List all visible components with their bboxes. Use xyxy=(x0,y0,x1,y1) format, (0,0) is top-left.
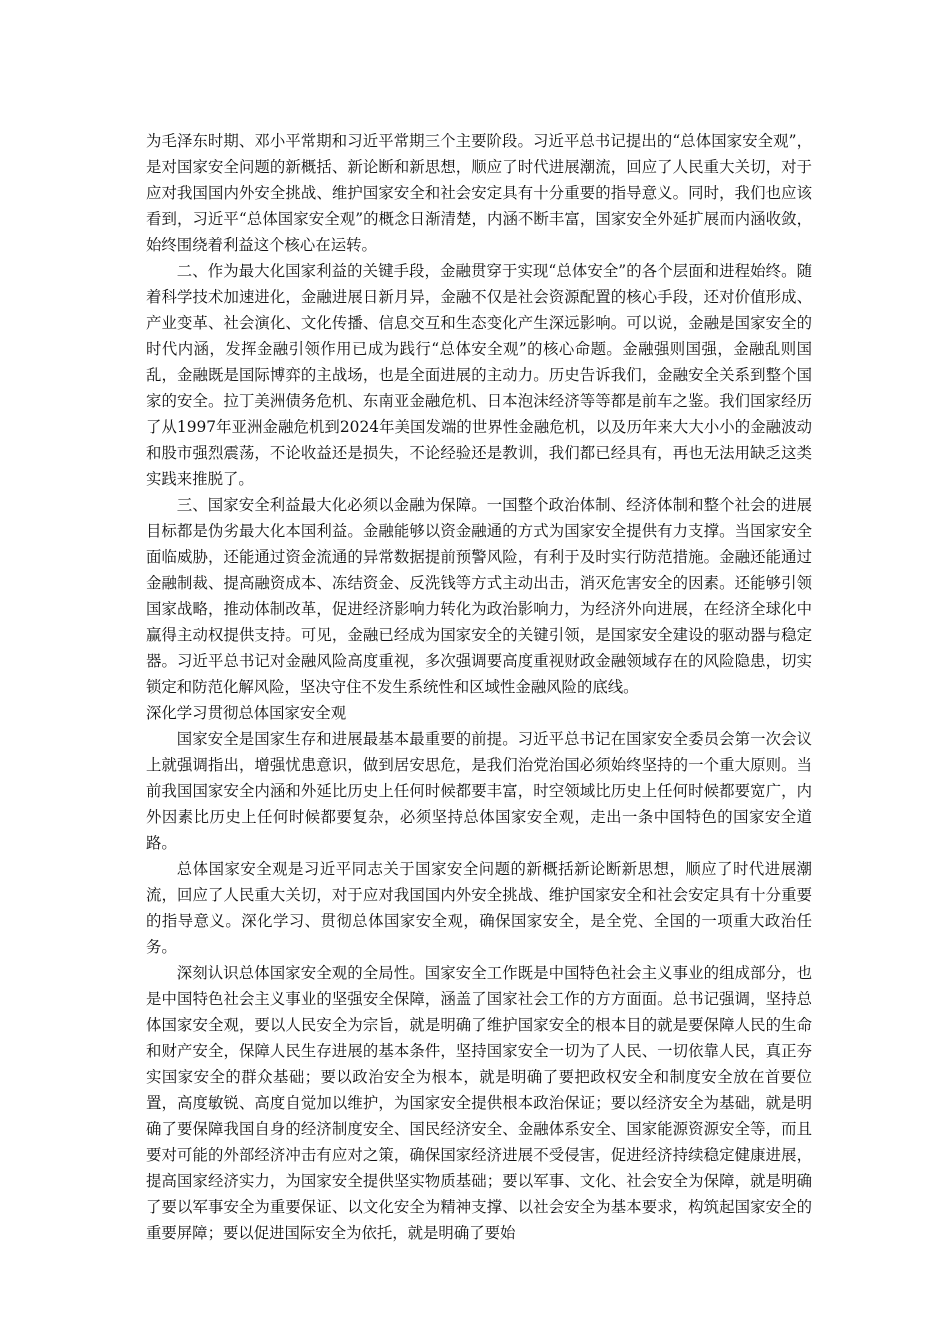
section-heading: 深化学习贯彻总体国家安全观 xyxy=(146,704,347,722)
paragraph-section-two: 二、作为最大化国家利益的关键手段，金融贯穿于实现“总体安全”的各个层面和进程始终。随着科学技术加速进化，金融进展日新月异，金融不仅是社会资源配置的核心手段，还对价值形成、产业变革、社会演化、文化传播、信息交互和生态变化产生深远影响。可以说，金融是国家安全的时代内涵，发挥金融引领作用已成为践行“总体安全观”的核心命题。金融强则国强，金融乱则国乱，金融既是国际博弈的主战场，也是全面进展的主动力。历史告诉我们，金融安全关系到整个国家的安全。拉丁美洲债务危机、东南亚金融危机、日本泡沫经济等等都是前车之鉴。我们国家经历了从1997年亚洲金融危机到2024年美国发端的世界性金融危机，以及历年来大大小小的金融波动和股市强烈震荡，不论收益还是损失，不论经验还是教训，我们都已经具有，再也无法用缺乏这类实践来推脱了。 xyxy=(146,262,812,488)
document-page xyxy=(146,128,812,1246)
paragraph-overall-view: 深刻认识总体国家安全观的全局性。国家安全工作既是中国特色社会主义事业的组成部分，也是中国特色社会主义事业的坚强安全保障，涵盖了国家社会工作的方方面面。总书记强调，坚持总体国家安全观，要以人民安全为宗旨，就是明确了维护国家安全的根本目的就是要保障人民的生命和财产安全，保障人民生存进展的基本条件，坚持国家安全一切为了人民、一切依靠人民，真正夯实国家安全的群众基础；要以政治安全为根本，就是明确了要把政权安全和制度安全放在首要位置，高度敏锐、高度自觉加以维护，为国家安全提供根本政治保证；要以经济安全为基础，就是明确了要保障我国自身的经济制度安全、国民经济安全、金融体系安全、国家能源资源安全等，而且要对可能的外部经济冲击有应对之策，确保国家经济进展不受侵害，促进经济持续稳定健康进展，提高国家经济实力，为国家安全提供坚实物质基础；要以军事、文化、社会安全为保障，就是明确了要以军事安全为重要保证、以文化安全为精神支撑、以社会安全为基本要求，构筑起国家安全的重要屏障；要以促进国际安全为依托，就是明确了要始 xyxy=(146,964,812,1242)
paragraph-national-security-premise: 国家安全是国家生存和进展最基本最重要的前提。习近平总书记在国家安全委员会第一次会议上就强调指出，增强忧患意识，做到居安思危，是我们治党治国必须始终坚持的一个重大原则。当前我国国家安全内涵和外延比历史上任何时候都要丰富，时空领域比历史上任何时候都要宽广，内外因素比历史上任何时候都要复杂，必须坚持总体国家安全观，走出一条中国特色的国家安全道路。 xyxy=(146,730,812,852)
paragraph-security-concept: 总体国家安全观是习近平同志关于国家安全问题的新概括新论断新思想，顺应了时代进展潮流，回应了人民重大关切，对于应对我国国内外安全挑战、维护国家安全和社会安定具有十分重要的指导意义。深化学习、贯彻总体国家安全观，确保国家安全，是全党、全国的一项重大政治任务。 xyxy=(146,860,812,956)
paragraph-continuation: 为毛泽东时期、邓小平常期和习近平常期三个主要阶段。习近平总书记提出的“总体国家安全观”，是对国家安全问题的新概括、新论断和新思想，顺应了时代进展潮流，回应了人民重大关切，对于应对我国国内外安全挑战、维护国家安全和社会安定具有十分重要的指导意义。同时，我们也应该看到，习近平“总体国家安全观”的概念日渐清楚，内涵不断丰富，国家安全外延扩展而内涵收敛，始终围绕着利益这个核心在运转。 xyxy=(146,132,812,254)
paragraph-section-three: 三、国家安全利益最大化必须以金融为保障。一国整个政治体制、经济体制和整个社会的进展目标都是伪劣最大化本国利益。金融能够以资金融通的方式为国家安全提供有力支撑。当国家安全面临威胁，还能通过资金流通的异常数据提前预警风险，有利于及时实行防范措施。金融还能通过金融制裁、提高融资成本、冻结资金、反洗钱等方式主动出击，消灭危害安全的因素。还能够引领国家战略，推动体制改革，促进经济影响力转化为政治影响力，为经济外向进展，在经济全球化中赢得主动权提供支持。可见，金融已经成为国家安全的关键引领，是国家安全建设的驱动器与稳定器。习近平总书记对金融风险高度重视，多次强调要高度重视财政金融领域存在的风险隐患，切实锁定和防范化解风险，坚决守住不发生系统性和区域性金融风险的底线。 xyxy=(146,496,812,696)
